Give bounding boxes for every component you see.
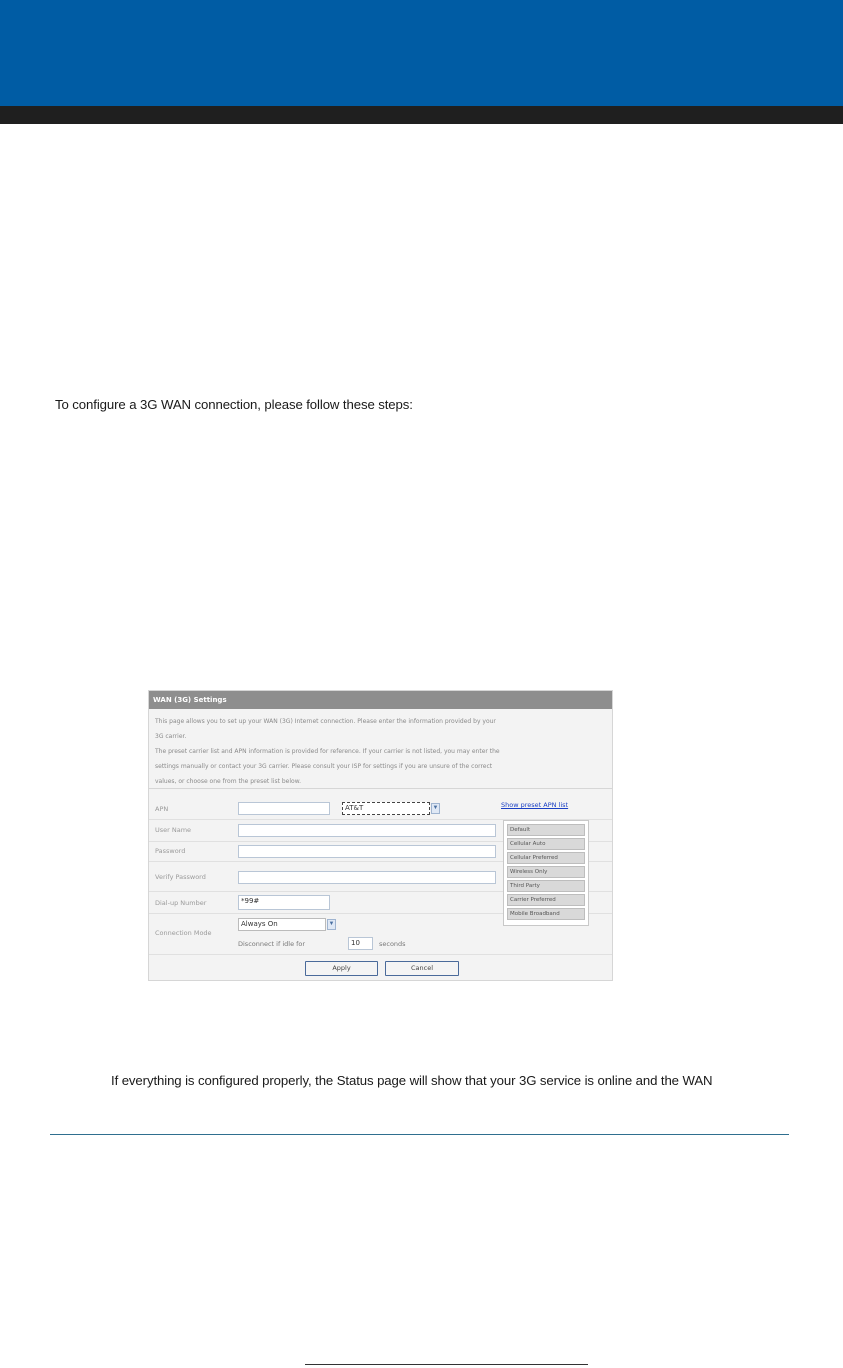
isp-list-item[interactable]: Cellular Auto [507, 838, 585, 850]
password-label: Password [155, 847, 186, 855]
apn-select[interactable]: AT&T [342, 802, 430, 815]
connection-mode-label: Connection Mode [155, 929, 212, 937]
username-input[interactable] [238, 824, 496, 837]
idle-timeout-input[interactable]: 10 [348, 937, 373, 950]
isp-list-item[interactable]: Cellular Preferred [507, 852, 585, 864]
description-line: The preset carrier list and APN information is provided for reference. If your carrier is not listed, you may enter the [155, 748, 500, 755]
screenshot-title: WAN (3G) Settings [149, 691, 612, 709]
dial-number-label: Dial-up Number [155, 899, 207, 907]
isp-list-item[interactable]: Mobile Broadband [507, 908, 585, 920]
apply-button[interactable]: Apply [305, 961, 378, 976]
isp-list-item[interactable]: Default [507, 824, 585, 836]
apn-row [149, 798, 612, 820]
preset-apn-link[interactable]: Show preset APN list [501, 801, 569, 809]
wan-3g-settings-screenshot [148, 690, 613, 981]
isp-list-item[interactable]: Carrier Preferred [507, 894, 585, 906]
header-band [0, 0, 843, 106]
cancel-button[interactable]: Cancel [385, 961, 459, 976]
description-line: 3G carrier. [155, 733, 187, 740]
outro-text: If everything is configured properly, the Status page will show that your 3G service is online and the WAN [111, 1073, 713, 1088]
idle-prefix: Disconnect if idle for [238, 940, 306, 948]
isp-list-item[interactable]: Third Party [507, 880, 585, 892]
verify-password-input[interactable] [238, 871, 496, 884]
header-notch [826, 124, 843, 128]
section-divider [50, 1134, 789, 1135]
username-label: User Name [155, 826, 192, 834]
password-input[interactable] [238, 845, 496, 858]
intro-text: To configure a 3G WAN connection, please follow these steps: [55, 397, 413, 412]
description-line: settings manually or contact your 3G carrier. Please consult your ISP for settings if you are unsure of the correct [155, 763, 493, 770]
preset-isp-list [503, 820, 589, 926]
connection-mode-select[interactable]: Always On [238, 918, 326, 931]
idle-suffix: seconds [379, 940, 406, 948]
chevron-down-icon[interactable]: ▼ [327, 919, 336, 930]
description-line: values, or choose one from the preset list below. [155, 778, 301, 785]
apn-input[interactable] [238, 802, 330, 815]
dial-number-input[interactable]: *99# [238, 895, 330, 910]
header-stripe [0, 106, 843, 124]
verify-password-label: Verify Password [155, 873, 206, 881]
isp-list-item[interactable]: Wireless Only [507, 866, 585, 878]
screenshot-description [149, 709, 612, 789]
chevron-down-icon[interactable]: ▼ [431, 803, 440, 814]
description-line: This page allows you to set up your WAN (3G) Internet connection. Please enter the information provided by your [155, 718, 496, 725]
footer-rule [305, 1364, 588, 1365]
apn-label: APN [155, 805, 169, 813]
